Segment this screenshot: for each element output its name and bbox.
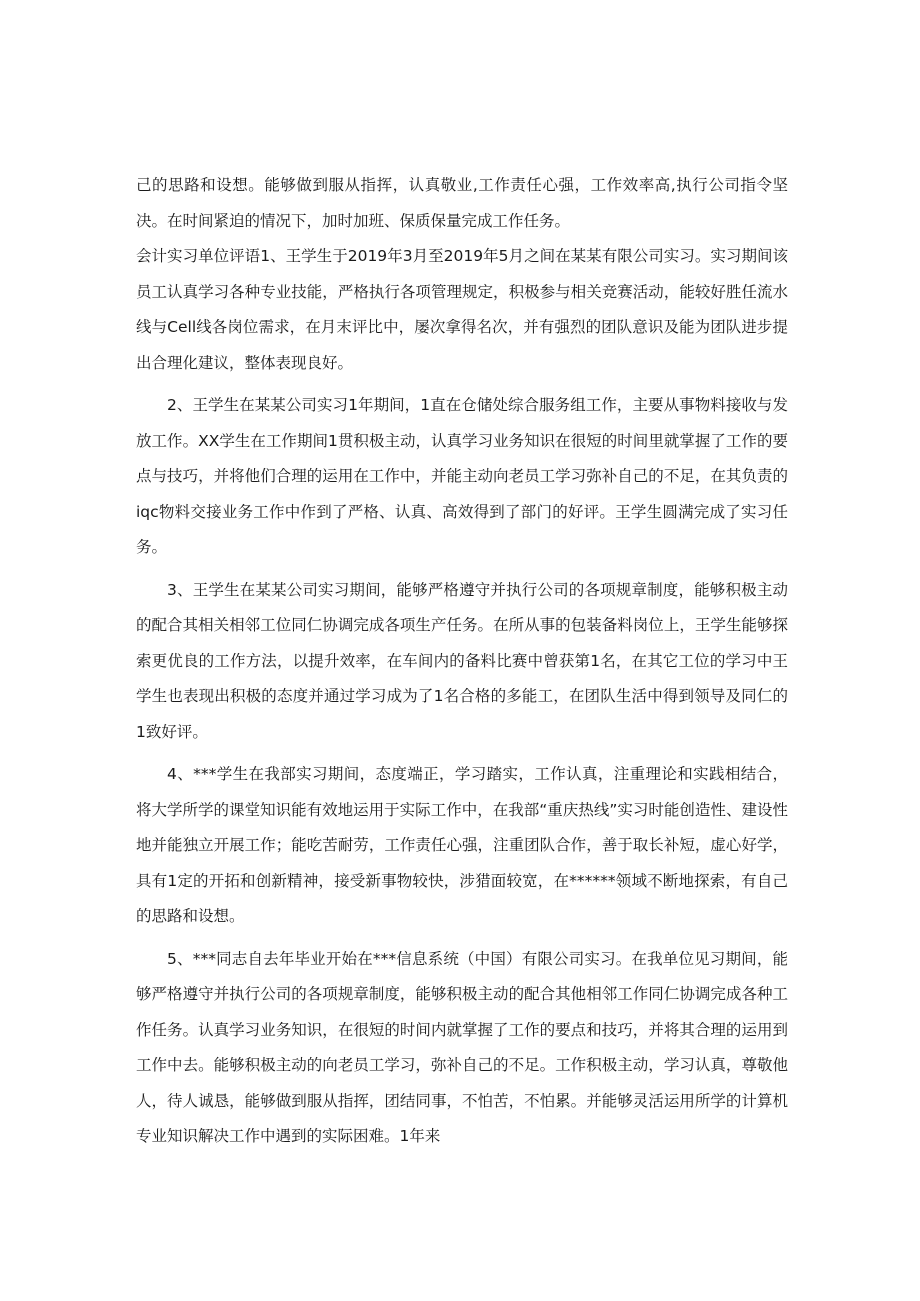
paragraph-evaluation-5: 5、***同志自去年毕业开始在***信息系统（中国）有限公司实习。在我单位见习期间，能够严格遵守并执行公司的各项规章制度，能够积极主动的配合其他相邻工作同仁协调完成各种工作任务。认真学习业务知识，在很短的时间内就掌握了工作的要点和技巧，并将其合理的运用到工作中去。能够积极主动的向老员工学习，弥补自己的不足。工作积极主动，学习认真，尊敬他人，待人诚恳，能够做到服从指挥，团结同事，不怕苦，不怕累。并能够灵活运用所学的计算机专业知识解决工作中遇到的实际困难。1年来 <box>136 949 788 1145</box>
paragraph-evaluation-4: 4、***学生在我部实习期间，态度端正，学习踏实，工作认真，注重理论和实践相结合，将大学所学的课堂知识能有效地运用于实际工作中，在我部“重庆热线”实习时能创造性、建设性地并能独立开展工作；能吃苦耐劳，工作责任心强，注重团队合作，善于取长补短，虚心好学，具有1定的开拓和创新精神，接受新事物较快，涉猎面较宽，在******领域不断地探索，有自己的思路和设想。 <box>136 765 788 925</box>
paragraph-evaluation-3: 3、王学生在某某公司实习期间，能够严格遵守并执行公司的各项规章制度，能够积极主动的配合其相关相邻工位同仁协调完成各项生产任务。在所从事的包装备料岗位上，王学生能够探索更优良的工作方法，以提升效率，在车间内的备料比赛中曾获第1名，在其它工位的学习中王学生也表现出积极的态度并通过学习成为了1名合格的多能工，在团队生活中得到领导及同仁的1致好评。 <box>136 580 788 741</box>
paragraph-evaluation-1: 会计实习单位评语1、王学生于2019年3月至2019年5月之间在某某有限公司实习。实习期间该员工认真学习各种专业技能，严格执行各项管理规定，积极参与相关竞赛活动，能较好胜任流水线与Cell线各岗位需求，在月末评比中，屡次拿得名次，并有强烈的团队意识及能为团队进步提出合理化建议，整体表现良好。 <box>136 247 788 372</box>
paragraph-evaluation-2: 2、王学生在某某公司实习1年期间，1直在仓储处综合服务组工作，主要从事物料接收与发放工作。XX学生在工作期间1贯积极主动，认真学习业务知识在很短的时间里就掌握了工作的要点与技巧，并将他们合理的运用在工作中，并能主动向老员工学习弥补自己的不足，在其负责的iqc物料交接业务工作中作到了严格、认真、高效得到了部门的好评。王学生圆满完成了实习任务。 <box>136 396 788 556</box>
document-body <box>136 168 788 1162</box>
paragraph-continuation: 己的思路和设想。能够做到服从指挥，认真敬业,工作责任心强，工作效率高,执行公司指令坚决。在时间紧迫的情况下，加时加班、保质保量完成工作任务。 <box>136 176 788 230</box>
